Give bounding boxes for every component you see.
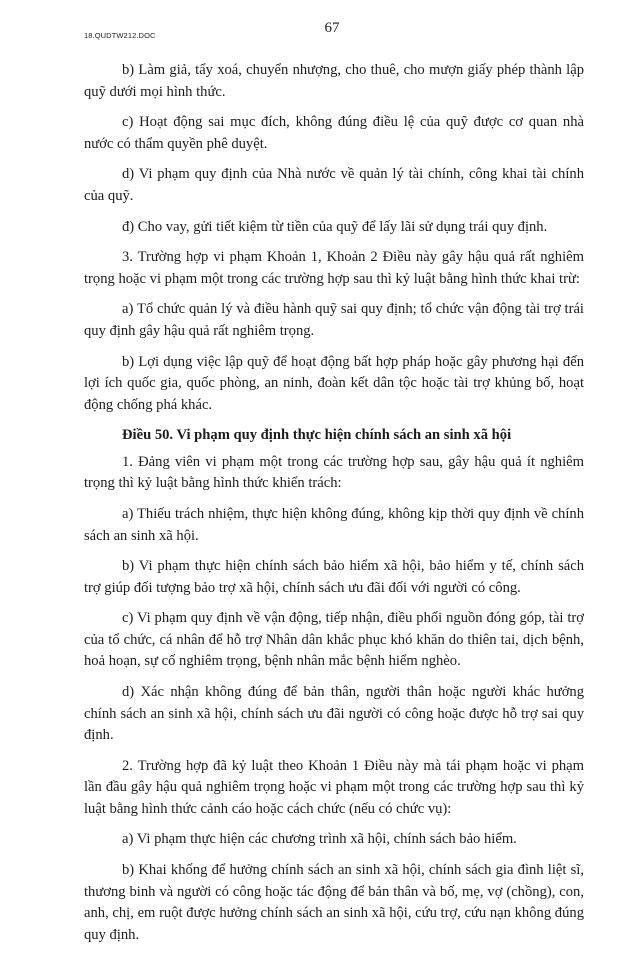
article-50-section-2: 2. Trường hợp đã kỷ luật theo Khoản 1 Điều này mà tái phạm hoặc vi phạm lần đầu gây hậu quả nghiêm trọng hoặc vi phạm một trong các trường hợp sau thì kỷ luật bằng hình thức cảnh cáo hoặc cách chức (nếu có chức vụ): xyxy=(84,757,584,817)
article-50-section-2-clause-a: a) Vi phạm thực hiện các chương trình xã hội, chính sách bảo hiểm. xyxy=(122,831,517,848)
paragraph-clause-d: d) Vi phạm quy định của Nhà nước về quản lý tài chính, công khai tài chính của quỹ. xyxy=(84,166,584,204)
article-50-heading: Điều 50. Vi phạm quy định thực hiện chính sách an sinh xã hội xyxy=(122,427,512,444)
page-number: 67 xyxy=(324,20,340,36)
document-file-name: 18.QUDTW212.DOC xyxy=(84,31,156,40)
paragraph-section-3-clause-b: b) Lợi dụng việc lập quỹ để hoạt động bất hợp pháp hoặc gây phương hại đến lợi ích quốc gia, quốc phòng, an ninh, đoàn kết dân tộc hoặc tài trợ khủng bố, hoạt động chống phá khác. xyxy=(84,353,584,413)
document-body xyxy=(84,60,584,955)
paragraph-section-3: 3. Trường hợp vi phạm Khoản 1, Khoản 2 Điều này gây hậu quả rất nghiêm trọng hoặc vi phạm một trong các trường hợp sau thì kỷ luật bằng hình thức khai trừ: xyxy=(84,249,584,287)
article-50-section-1: 1. Đảng viên vi phạm một trong các trường hợp sau, gây hậu quả ít nghiêm trọng thì kỷ luật bằng hình thức khiển trách: xyxy=(84,453,584,492)
paragraph-clause-c: c) Hoạt động sai mục đích, không đúng điều lệ của quỹ được cơ quan nhà nước có thẩm quyền phê duyệt. xyxy=(84,114,584,152)
article-50-section-1-clause-b: b) Vi phạm thực hiện chính sách bảo hiểm xã hội, bảo hiểm y tế, chính sách trợ giúp đối tượng bảo trợ xã hội, chính sách ưu đãi đối với người có công. xyxy=(84,558,584,596)
article-50-section-1-clause-d: d) Xác nhận không đúng để bản thân, người thân hoặc người khác hưởng chính sách an sinh xã hội, chính sách ưu đãi người có công hoặc được hỗ trợ sai quy định. xyxy=(84,684,584,744)
paragraph-section-3-clause-a: a) Tổ chức quản lý và điều hành quỹ sai quy định; tổ chức vận động tài trợ trái quy định gây hậu quả rất nghiêm trọng. xyxy=(84,301,584,339)
paragraph-clause-b: b) Làm giả, tẩy xoá, chuyển nhượng, cho thuê, cho mượn giấy phép thành lập quỹ dưới mọi hình thức. xyxy=(84,62,584,100)
article-50-section-1-clause-c: c) Vi phạm quy định về vận động, tiếp nhận, điều phối nguồn đóng góp, tài trợ của tổ chức, cá nhân để hỗ trợ Nhân dân khắc phục khó khăn do thiên tai, dịch bệnh, hoả hoạn, sự cố nghiêm trọng, bệnh nhân mắc bệnh hiểm nghèo. xyxy=(84,610,584,670)
paragraph-clause-dd: đ) Cho vay, gửi tiết kiệm từ tiền của quỹ để lấy lãi sử dụng trái quy định. xyxy=(122,218,548,235)
article-50-section-2-clause-b: b) Khai khống để hưởng chính sách an sinh xã hội, chính sách gia đình liệt sĩ, thương binh và người có công hoặc tác động để bản thân và bố, mẹ, vợ (chồng), con, anh, chị, em ruột được hưởng chính sách an sinh xã hội, cứu trợ, cứu nạn không đúng quy định. xyxy=(84,862,584,943)
article-50-section-1-clause-a: a) Thiếu trách nhiệm, thực hiện không đúng, không kịp thời quy định về chính sách an sinh xã hội. xyxy=(84,506,584,544)
